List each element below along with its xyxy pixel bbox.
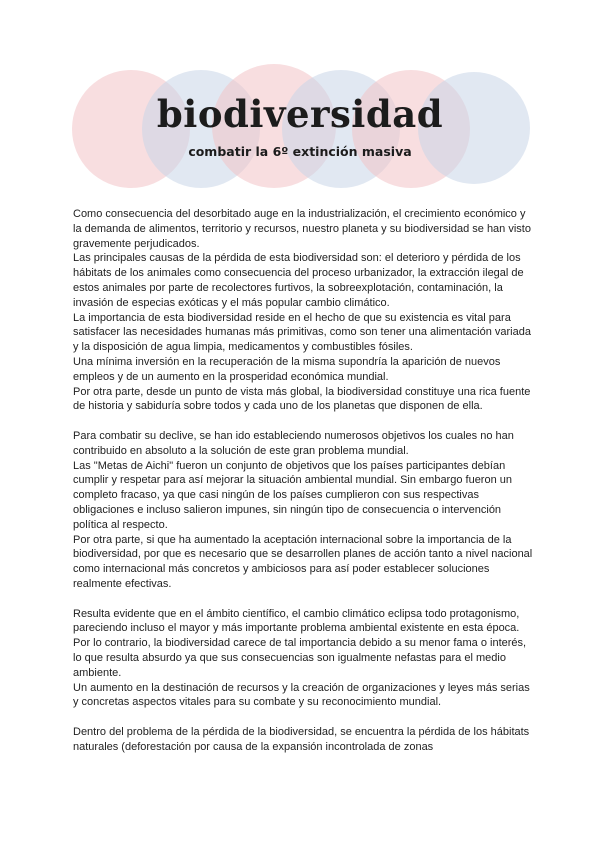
paragraph-gap <box>73 710 533 725</box>
document-body <box>73 207 533 754</box>
paragraph: Por otra parte, si que ha aumentado la aceptación internacional sobre la importancia de la biodiversidad, por que es necesario que se desarrollen planes de acción tanto a nivel nacional como internacional más concretos y ambiciosos para así poder establecer soluciones realmente efectivas. <box>73 533 533 590</box>
paragraph: Para combatir su declive, se han ido estableciendo numerosos objetivos los cuales no han contribuido en absoluto a la solución de este gran problema mundial. <box>73 429 514 457</box>
paragraph: Como consecuencia del desorbitado auge en la industrialización, el crecimiento económico y la demanda de alimentos, territorio y recursos, nuestro planeta y su biodiversidad se han visto gravemente perjudicados. <box>73 208 531 250</box>
paragraph: Por otra parte, desde un punto de vista más global, la biodiversidad constituye una rica fuente de historia y sabiduría sobre todos y cada uno de los planetas que disponen de ella. <box>73 385 531 413</box>
paragraph: Dentro del problema de la pérdida de la biodiversidad, se encuentra la pérdida de los hábitats naturales (deforestación por causa de la expansión incontrolada de zonas <box>73 725 530 753</box>
header-banner <box>0 0 600 200</box>
paragraph: Las "Metas de Aichi" fueron un conjunto de objetivos que los países participantes debían cumplir y respetar para así mejorar la situación ambiental mundial. Sin embargo fueron un completo fracaso, ya que casi ningún de los países cumplieron con sus respectivas obligaciones e incluso salieron impunes, sin ningún tipo de consecuencia o intervención política al respecto. <box>73 459 512 531</box>
paragraph: Un aumento en la destinación de recursos y la creación de organizaciones y leyes más serias y concretas aspectos vitales para su combate y su reconocimiento mundial. <box>73 681 530 709</box>
paragraph-gap <box>73 592 533 607</box>
paragraph-gap <box>73 414 533 429</box>
paragraph: Las principales causas de la pérdida de esta biodiversidad son: el deterioro y pérdida de los hábitats de los animales como consecuencia del proceso urbanizador, la extracción ilegal de estos animales por parte de recolectores furtivos, la sobreexplotación, contaminación, la invasión de especias exóticas y el más popular cambio climático. <box>73 252 524 309</box>
paragraph: Por lo contrario, la biodiversidad carece de tal importancia debido a su menor fama o interés, lo que resulta absurdo ya que sus consecuencias son igualmente nefastas para el medio ambiente. <box>73 637 527 679</box>
paragraph: La importancia de esta biodiversidad reside en el hecho de que su existencia es vital para satisfacer las necesidades humanas más primitivas, como son tener una alimentación variada y la disposición de agua limpia, medicamentos y combustibles fósiles. <box>73 311 531 354</box>
page-subtitle: combatir la 6º extinción masiva <box>188 144 412 159</box>
paragraph: Una mínima inversión en la recuperación de la misma supondría la aparición de nuevos empleos y de un aumento en la prosperidad económica mundial. <box>73 355 501 383</box>
page-title: biodiversidad <box>156 92 444 136</box>
paragraph: Resulta evidente que en el ámbito científico, el cambio climático eclipsa todo protagonismo, pareciendo incluso el mayor y más importante problema ambiental existente en esta época. <box>73 607 520 635</box>
